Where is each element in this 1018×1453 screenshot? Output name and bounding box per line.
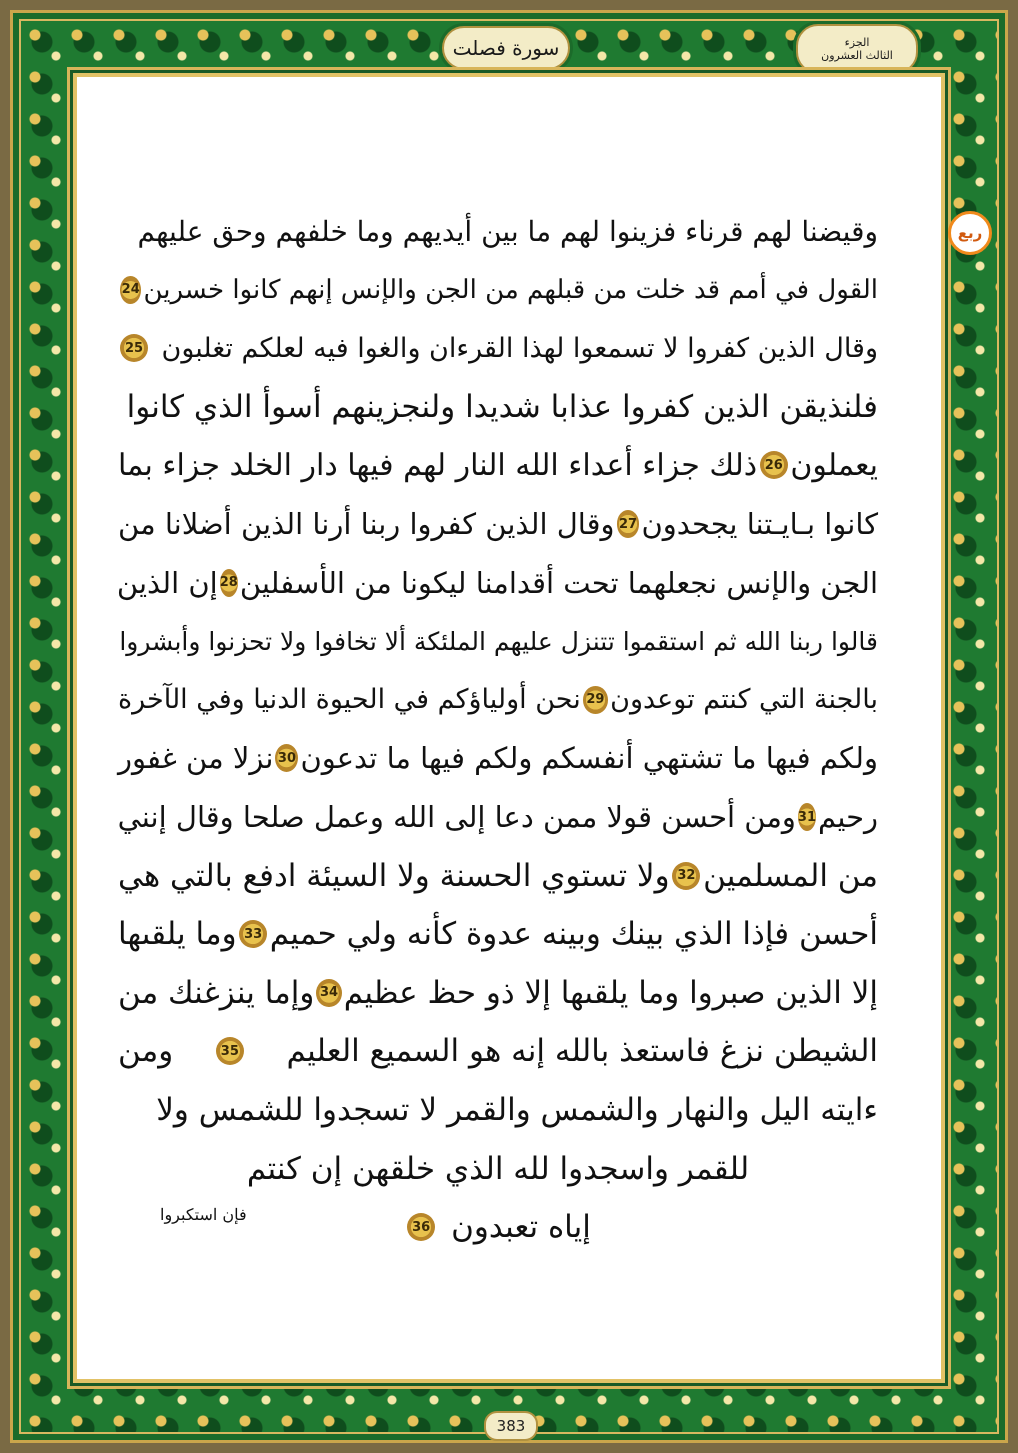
- verse-text: وقال الذين كفروا ربنا أرنا الذين أضلانا من: [118, 507, 615, 541]
- verse-text: كانوا بـايـتنا يجحدون: [641, 507, 878, 541]
- verse-text: يعملون: [790, 447, 878, 483]
- verse-text: القول في أمم قد خلت من قبلهم من الجن والإنس إنهم كانوا خسرين: [143, 274, 878, 305]
- verse-text: أحسن فإذا الذي بينك وبينه عدوة كأنه ولي حميم: [269, 916, 878, 953]
- ayah-number-marker: 32: [672, 862, 700, 890]
- verse-text: إياه تعبدون: [451, 1209, 591, 1246]
- ayah-number-marker: 26: [760, 451, 788, 479]
- verse-text: وما يلقىها: [118, 916, 237, 953]
- verse-text: نحن أولياؤكم في الحيوة الدنيا وفي الآخرة: [118, 684, 581, 716]
- ayah-number-marker: 34: [316, 979, 341, 1007]
- surah-title: سورة فصلت: [442, 26, 570, 70]
- verse-text: نزلا من غفور: [118, 741, 274, 776]
- verse-text: الشيطن نزغ فاستعذ بالله إنه هو السميع العليم: [286, 1033, 878, 1070]
- ayah-number-marker: 35: [216, 1037, 244, 1065]
- verse-text: وقال الذين كفروا لا تسمعوا لهذا القرءان والغوا فيه لعلكم تغلبون: [161, 332, 878, 364]
- verse-text: رحيم: [818, 800, 878, 834]
- verse-text: ءايته اليل والنهار والشمس والقمر لا تسجدوا للشمس ولا: [156, 1092, 878, 1128]
- verse-text: بالجنة التي كنتم توعدون: [610, 684, 878, 716]
- ayah-number-marker: 33: [239, 920, 267, 948]
- verse-text: وإما ينزغنك من: [118, 974, 315, 1011]
- verse-text: إلا الذين صبروا وما يلقىها إلا ذو حظ عظيم: [343, 974, 878, 1011]
- ayah-number-marker: 28: [220, 569, 238, 597]
- ayah-number-marker: 24: [120, 276, 141, 304]
- juz-name: الثالث العشرون: [821, 49, 893, 62]
- verse-text: للقمر واسجدوا لله الذي خلقهن إن كنتم: [246, 1150, 750, 1187]
- verse-text: ومن أحسن قولا ممن دعا إلى الله وعمل صلحا وقال إنني: [117, 800, 796, 834]
- verse-text: ولكم فيها ما تشتهي أنفسكم ولكم فيها ما تدعون: [300, 741, 878, 776]
- verse-text: ولا تستوي الحسنة ولا السيئة ادفع بالتي هي: [118, 857, 670, 894]
- ayah-number-marker: 25: [120, 334, 148, 362]
- ayah-number-marker: 30: [275, 744, 298, 772]
- verse-text: ذلك جزاء أعداء الله النار لهم فيها دار الخلد جزاء بما: [118, 447, 758, 483]
- quran-text: [118, 196, 878, 1256]
- verse-text: قالوا ربنا الله ثم استقموا تتنزل عليهم الملئكة ألا تخافوا ولا تحزنوا وأبشروا: [119, 626, 878, 656]
- ayah-number-marker: 29: [583, 686, 608, 714]
- juz-label: الجزء: [844, 36, 870, 49]
- verse-text: فلنذيقن الذين كفروا عذابا شديدا ولنجزينهم أسوأ الذي كانوا: [126, 388, 878, 425]
- ayah-number-marker: 27: [617, 510, 640, 538]
- verse-text: من المسلمين: [703, 857, 878, 894]
- verse-text: وقيضنا لهم قرناء فزينوا لهم ما بين أيديهم وما خلفهم وحق عليهم: [137, 214, 878, 248]
- juz-cartouche: [796, 24, 918, 74]
- text-line: [118, 1192, 878, 1262]
- verse-text: ومن: [118, 1033, 174, 1070]
- ayah-number-marker: 31: [798, 803, 816, 831]
- ayah-number-marker: 36: [407, 1213, 435, 1241]
- rub-hizb-marker: ربع: [948, 211, 992, 255]
- page-number: 383: [484, 1411, 538, 1441]
- verse-text: الجن والإنس نجعلهما تحت أقدامنا ليكونا من الأسفلين: [239, 565, 878, 600]
- verse-text: إن الذين: [116, 565, 218, 600]
- catchword: فإن استكبروا: [160, 1205, 247, 1224]
